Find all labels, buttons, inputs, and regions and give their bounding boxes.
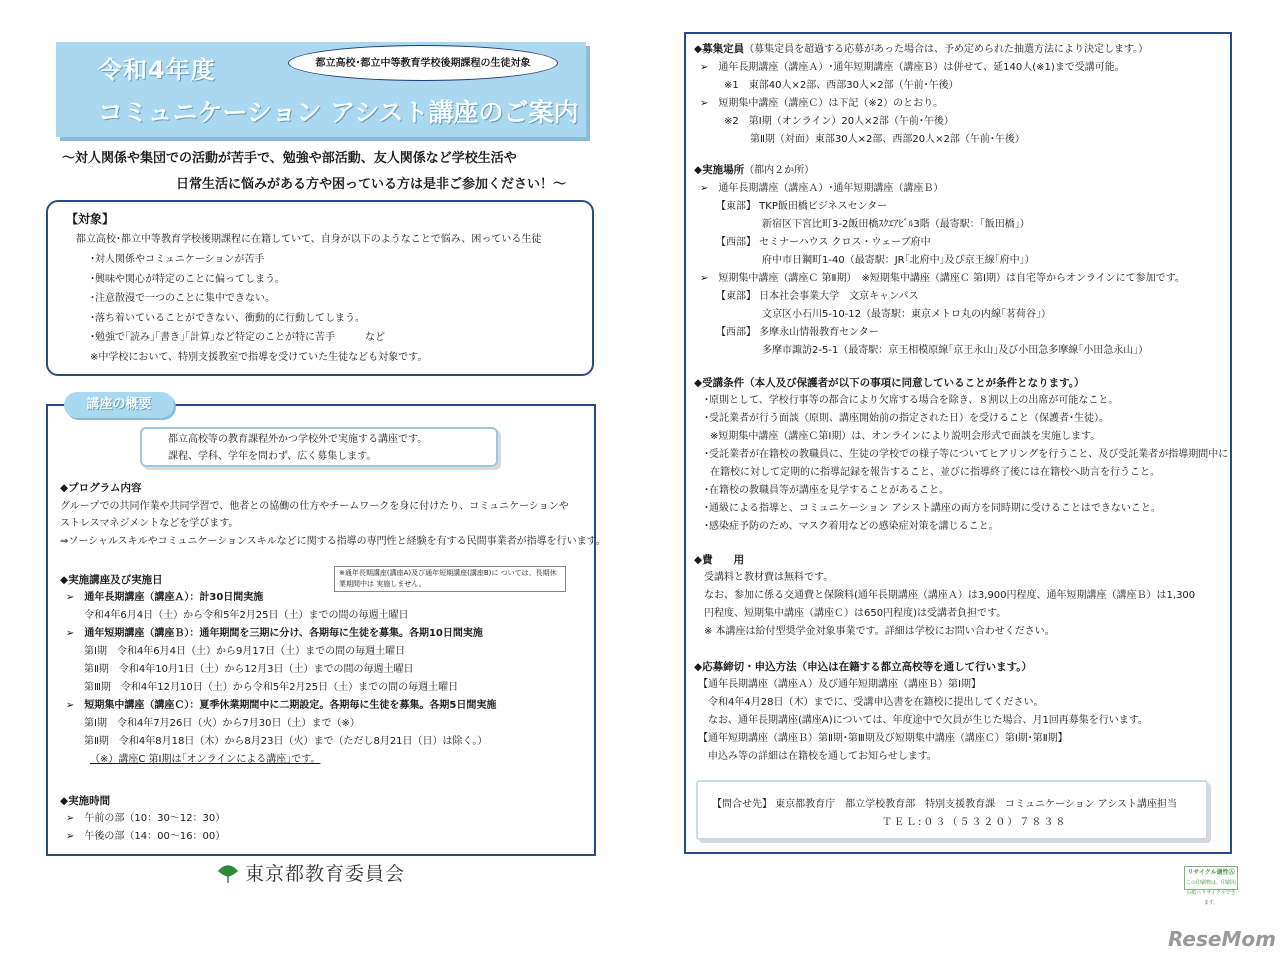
venue-heading-note: （都内２か所） (744, 165, 815, 176)
schedule-line: 第Ⅰ期 令和4年6月4日（土）から9月17日（土）までの間の毎週土曜日 (84, 646, 406, 657)
capacity-heading-note: （募集定員を超過する応募があった場合は、予め定められた抽選方法により決定します。） (744, 44, 1149, 55)
schedule-note: ※通年長期講座(講座A)及び通年短期講座(講座B)に ついては、長期休業期間中は 実施しません。 (334, 566, 566, 592)
schedule-line: 第Ⅲ期 令和4年12月10日（土）から令和5年2月25日（土）までの間の毎週土曜日 (84, 682, 459, 693)
venue-line: 府中市日鋼町1-40（最寄駅：JR｢北府中｣及び京王線｢府中｣） (762, 255, 1035, 266)
schedule-line: ➢ 通年短期講座（講座Ｂ）：通年期間を三期に分け、各期毎に生徒を募集。各期10日間実施 (66, 628, 483, 639)
apply-line: 【通年長期講座（講座Ａ）及び通年短期講座（講座Ｂ）第Ⅰ期】 (698, 679, 981, 690)
ginkgo-leaf-icon (217, 863, 239, 885)
capacity-section (694, 40, 1148, 149)
target-item: ･落ち着いていることができない、衝動的に行動してしまう。 (90, 312, 365, 324)
cost-section (694, 551, 1195, 641)
capacity-line: ※2 第Ⅰ期（オンライン）20人×2部（午前･午後） (724, 116, 954, 127)
cost-line: 円程度、短期集中講座（講座Ｃ）は650円程度)は受講者負担です。 (704, 608, 1007, 619)
schedule-line: 第Ⅰ期 令和4年7月26日（火）から7月30日（土）まで（※） (84, 718, 360, 729)
cost-line: 受講料と教材費は無料です。 (704, 572, 834, 583)
venue-line: 【東部】 TKP飯田橋ビジネスセンター (716, 201, 888, 212)
conditions-section (694, 374, 1228, 536)
overview-summary (140, 427, 498, 467)
target-item: ･対人関係やコミュニケーションが苦手 (90, 254, 265, 265)
contact-line: 【問合せ先】 東京都教育庁 都立学校教育部 特別支援教育課 コミュニケーション アシスト講座担当 (712, 799, 1178, 810)
recycle-text: この印刷物は、印刷用の紙へリサイクルできます。 (1185, 880, 1236, 906)
logo-text: 東京都教育委員会 (245, 863, 406, 885)
target-heading: 【対象】 (66, 212, 115, 226)
venue-heading: ◆実施場所 (694, 164, 745, 176)
apply-line: 令和4年4月28日（木）までに、受講申込書を在籍校に提出してください。 (708, 697, 1044, 708)
apply-heading: ◆応募締切・申込方法（申込は在籍する都立高校等を通して行います。） (694, 661, 1032, 673)
conditions-line: 在籍校に対して定期的に指導記録を報告すること、並びに指導終了後には在籍校へ助言を行うこと。 (710, 467, 1160, 478)
cost-line: なお、参加に係る交通費と保険料(通年長期講座（講座Ａ）は3,900円程度、通年短期講座（講座Ｂ）は1,300 (704, 590, 1196, 601)
time-line: ➢ 午前の部（10：30～12：30） (66, 813, 226, 824)
target-item: ･興味や関心が特定のことに偏ってしまう。 (90, 273, 285, 285)
program-heading: ◆プログラム内容 (60, 482, 142, 494)
conditions-line: ※短期集中講座（講座Ｃ第Ⅰ期）は、オンラインにより説明会形式で面談を実施します。 (710, 431, 1101, 442)
target-intro: 都立高校･都立中等教育学校後期課程に在籍していて、自身が以下のようなことで悩み、困っている生徒 (76, 234, 542, 245)
schedule-line: 令和4年6月4日（土）から令和5年2月25日（土）までの間の毎週土曜日 (84, 610, 409, 621)
conditions-line: ･在籍校の教職員等が講座を見学することがあること。 (704, 485, 949, 496)
watermark: ReseMom (1168, 927, 1276, 951)
tagline-line2: 日常生活に悩みがある方や困っている方は是非ご参加ください！～ (176, 177, 567, 192)
schedule-heading: ◆実施講座及び実施日 (60, 574, 163, 586)
schedule-line: ➢ 短期集中講座（講座Ｃ）：夏季休業期間中に二期設定。各期毎に生徒を募集。各期5日間実施 (66, 700, 497, 711)
summary-line: 都立高校等の教育課程外かつ学校外で実施する講座です。 (168, 434, 428, 445)
conditions-line: ･受託業者が行う面談（原則、講座開始前の指定された日）を受けること（保護者･生徒）。 (704, 413, 1109, 424)
contact-box (696, 780, 1208, 840)
time-section (60, 792, 225, 846)
venue-line: 多摩市諏訪2-5-1（最寄駅：京王相模原線｢京王永山｣及び小田急多摩線｢小田急永山｣） (762, 345, 1149, 356)
venue-section (694, 161, 1185, 360)
schedule-line: 第Ⅱ期 令和4年10月1日（土）から12月3日（土）までの間の毎週土曜日 (84, 664, 414, 675)
target-section (46, 200, 594, 376)
schedule-line: （※）講座C 第Ⅰ期は｢オンラインによる講座｣です。 (90, 754, 321, 765)
apply-section (694, 658, 1148, 766)
title-year: 令和4年度 (98, 56, 216, 84)
conditions-line: ･通級による指導と、コミュニケーション アシスト講座の両方を同時期に受けることはできないこと。 (704, 503, 1161, 514)
cost-heading: ◆費 用 (694, 554, 745, 566)
capacity-line: ※1 東部40人×2部、西部30人×2部（午前･午後） (724, 80, 959, 91)
tagline-line1: ～対人関係や集団での活動が苦手で、勉強や部活動、友人関係など学校生活や (62, 151, 517, 166)
program-line: ⇒ソーシャルスキルやコミュニケーションスキルなどに関する指導の専門性と経験を有する民間事業者が指導を行います。 (60, 535, 606, 547)
target-item: ･勉強で｢読み｣｢書き｣｢計算｣など特定のことが特に苦手 など (90, 332, 385, 343)
capacity-heading: ◆募集定員 (694, 43, 745, 55)
target-item: ･注意散漫で一つのことに集中できない。 (90, 293, 275, 304)
capacity-line: ➢ 通年長期講座（講座Ａ）･通年短期講座（講座Ｂ）は併せて、延140人(※1)まで受講可能。 (700, 62, 1125, 73)
venue-line: 【西部】 セミナーハウス クロス・ウェーブ府中 (716, 237, 931, 248)
time-line: ➢ 午後の部（14：00～16：00） (66, 831, 226, 842)
conditions-line: ･原則として、学校行事等の都合により欠席する場合を除き、８割以上の出席が可能なこと。 (704, 395, 1119, 406)
venue-line: 【東部】 日本社会事業大学 文京キャンパス (716, 291, 919, 302)
venue-line: 新宿区下宮比町3-2飯田橋ｽｸｴｱﾋﾞﾙ3階（最寄駅：｢飯田橋｣） (762, 219, 1030, 230)
apply-line: なお、通年長期講座(講座A)については、年度途中で欠員が生じた場合、月1回再募集を行います。 (708, 715, 1149, 726)
apply-line: 申込み等の詳細は在籍校を通してお知らせします。 (708, 751, 937, 762)
schedule-line: 第Ⅱ期 令和4年8月18日（木）から8月23日（火）まで（ただし8月21日（日）は除く。） (84, 736, 488, 747)
recycle-mark (1184, 866, 1238, 906)
time-heading: ◆実施時間 (60, 795, 111, 807)
capacity-line: ➢ 短期集中講座（講座Ｃ）は下記（※2）のとおり。 (700, 98, 944, 109)
recycle-title: リサイクル適性Ⓐ (1187, 869, 1235, 876)
venue-line: ➢ 通年長期講座（講座Ａ）･通年短期講座（講座Ｂ） (700, 183, 944, 194)
venue-line: 【西部】 多摩永山情報教育センター (716, 327, 879, 338)
contact-tel: ＴＥＬ:０３（５３２０）７８３８ (882, 817, 1068, 828)
conditions-line: ･感染症予防のため、マスク着用などの感染症対策を講じること。 (704, 521, 999, 532)
conditions-heading: ◆受講条件（本人及び保護者が以下の事項に同意していることが条件となります。） (694, 377, 1085, 389)
venue-line: ➢ 短期集中講座（講座Ｃ 第Ⅱ期） ※短期集中講座（講座Ｃ 第Ⅰ期）は自宅等からオンラインにて参加です。 (700, 273, 1185, 284)
tokyo-board-logo (217, 860, 405, 889)
target-badge: 都立高校･都立中等教育学校後期課程の生徒対象 (288, 45, 558, 81)
schedule-section (60, 571, 496, 769)
schedule-line: ➢ 通年長期講座（講座Ａ）：計30日間実施 (66, 592, 264, 603)
program-line: ストレスマネジメントなどを学びます。 (60, 518, 239, 529)
overview-tag: 講座の概要 (64, 392, 174, 418)
venue-line: 文京区小石川5-10-12（最寄駅：東京メトロ丸の内線｢茗荷谷｣） (762, 309, 1052, 320)
summary-line: 課程、学科、学年を問わず、広く募集します。 (168, 451, 377, 462)
cost-line: ※ 本講座は給付型奨学金対象事業です。詳細は学校にお問い合わせください。 (704, 626, 1055, 637)
apply-line: 【通年短期講座（講座Ｂ）第Ⅱ期･第Ⅲ期及び短期集中講座（講座Ｃ）第Ⅰ期･第Ⅱ期】 (698, 733, 1068, 744)
capacity-line: 第Ⅱ期（対面）東部30人×2部、西部20人×2部（午前･午後） (750, 134, 1025, 145)
title-main: コミュニケーション アシスト講座のご案内 (98, 98, 579, 127)
program-section (60, 480, 606, 550)
conditions-line: ･受託業者が在籍校の教職員に、生徒の学校での様子等についてヒアリングを行うこと、及び受託業者が指導期間中に (704, 449, 1229, 460)
program-line: グループでの共同作業や共同学習で、他者との協働の仕方やチームワークを身に付けたり、コミュニケーションや (60, 500, 569, 512)
target-item: ※中学校において、特別支援教室で指導を受けていた生徒なども対象です。 (90, 351, 428, 363)
